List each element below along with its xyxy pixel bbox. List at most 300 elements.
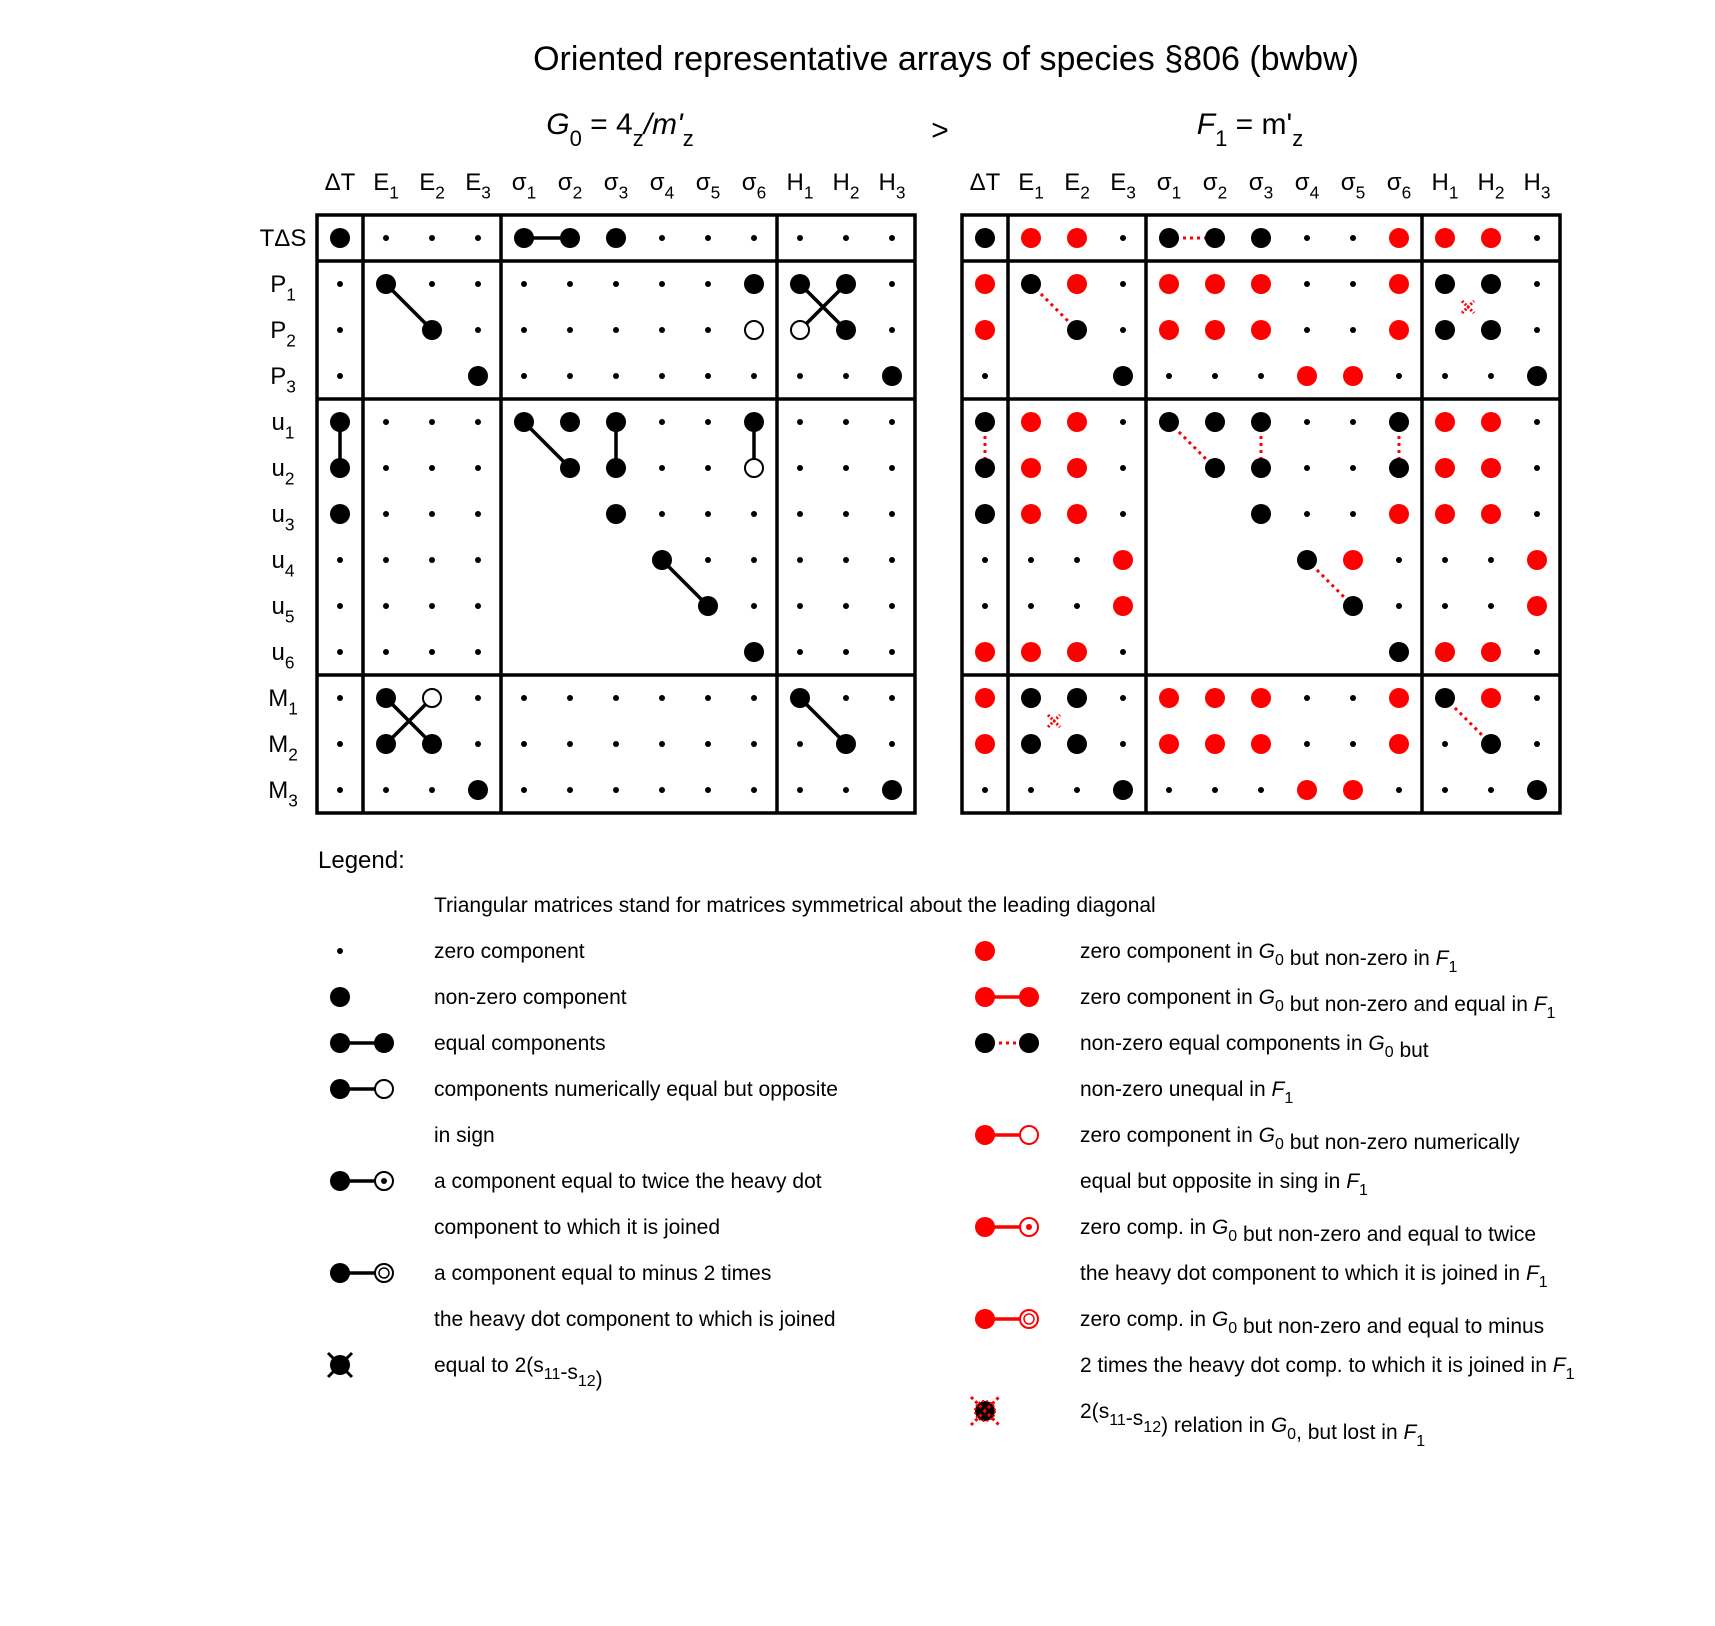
g0-col-3-base: E bbox=[465, 169, 482, 196]
legend-left-item-0-line-0-txt: zero component bbox=[434, 940, 585, 963]
g0-cell-r7-c10-zero-dot bbox=[797, 557, 803, 563]
g0-col-6 bbox=[604, 169, 628, 202]
g0-cell-r7-c9-zero-dot bbox=[751, 557, 757, 563]
f1-cell-r6-c0-heavy-dot bbox=[975, 504, 995, 524]
g0-cell-r6-c2-zero-dot bbox=[429, 511, 435, 517]
g0-cell-r7-c12-zero-dot bbox=[889, 557, 895, 563]
f1-matrix bbox=[962, 215, 1560, 813]
f1-cell-r4-c2-red-dot bbox=[1067, 412, 1087, 432]
legend-right-item-6-line-0-sub: 12 bbox=[1143, 1419, 1162, 1436]
legend-right-item-3-line-0-txt: zero component in bbox=[1080, 1124, 1259, 1147]
legend-left-item-2-dot bbox=[374, 1033, 394, 1053]
g0-cell-r1-c6-zero-dot bbox=[613, 281, 619, 287]
f1-cell-r2-c11-heavy-dot bbox=[1481, 320, 1501, 340]
legend-right-item-1-line-0-txt: zero component in bbox=[1080, 986, 1259, 1009]
g0-heading-sub2: z bbox=[632, 126, 644, 151]
f1-col-3 bbox=[1110, 169, 1136, 202]
f1-cell-r11-c7-zero-dot bbox=[1304, 741, 1310, 747]
g0-cell-r5-c2-zero-dot bbox=[429, 465, 435, 471]
g0-cell-r3-c0-zero-dot bbox=[337, 373, 343, 379]
f1-cell-r6-c9-red-dot bbox=[1389, 504, 1409, 524]
f1-cell-r9-c12-zero-dot bbox=[1534, 649, 1540, 655]
f1-cell-r8-c3-red-dot bbox=[1113, 596, 1133, 616]
f1-cell-r10-c10-heavy-dot bbox=[1435, 688, 1455, 708]
g0-cell-r12-c0-zero-dot bbox=[337, 787, 343, 793]
g0-cell-r5-c3-zero-dot bbox=[475, 465, 481, 471]
g0-heading-rest: /m' bbox=[643, 108, 683, 141]
g0-col-8-sub: 5 bbox=[710, 182, 721, 203]
g0-cell-r4-c5-heavy-dot bbox=[560, 412, 580, 432]
g0-cell-r11-c12-zero-dot bbox=[889, 741, 895, 747]
legend-right-item-3-ring bbox=[1020, 1126, 1038, 1144]
legend-right-item-3-line-1 bbox=[1080, 1170, 1368, 1199]
g0-cell-r8-c2-zero-dot bbox=[429, 603, 435, 609]
legend-right-item-1-dot bbox=[1019, 987, 1039, 1007]
g0-cell-r11-c5-zero-dot bbox=[567, 741, 573, 747]
diagram-title: Oriented representative arrays of species §806 (bwbw) bbox=[533, 40, 1359, 78]
g0-cell-r12-c5-zero-dot bbox=[567, 787, 573, 793]
legend-left-item-1-dot bbox=[330, 987, 350, 1007]
f1-cell-r4-c0-heavy-dot bbox=[975, 412, 995, 432]
legend-left-item-6-crossed-dot-icon bbox=[328, 1353, 352, 1377]
f1-col-6-base: σ bbox=[1248, 169, 1264, 196]
g0-col-2-base: E bbox=[419, 169, 436, 196]
g0-col-1-base: E bbox=[373, 169, 390, 196]
f1-cell-r9-c11-red-dot bbox=[1481, 642, 1501, 662]
g0-cell-r1-c8-zero-dot bbox=[705, 281, 711, 287]
g0-cell-r3-c8-zero-dot bbox=[705, 373, 711, 379]
f1-cell-r5-c5-heavy-dot bbox=[1205, 458, 1225, 478]
f1-cell-r11-c2-heavy-dot bbox=[1067, 734, 1087, 754]
f1-col-9-sub: 6 bbox=[1401, 182, 1412, 203]
f1-cell-r10-c5-red-dot bbox=[1205, 688, 1225, 708]
f1-cell-r11-c5-red-dot bbox=[1205, 734, 1225, 754]
f1-cell-r3-c12-heavy-dot bbox=[1527, 366, 1547, 386]
f1-cell-r1-c6-red-dot bbox=[1251, 274, 1271, 294]
f1-cell-r12-c10-zero-dot bbox=[1442, 787, 1448, 793]
legend-left-item-3-line-0 bbox=[434, 1078, 838, 1101]
f1-cell-r10-c6-red-dot bbox=[1251, 688, 1271, 708]
legend-left-item-0-line-0 bbox=[434, 940, 585, 963]
legend-left-item-2-dot-dot-solid-icon bbox=[330, 1033, 394, 1053]
f1-cell-r0-c6-heavy-dot bbox=[1251, 228, 1271, 248]
g0-cell-r0-c11-zero-dot bbox=[843, 235, 849, 241]
f1-connectors bbox=[985, 238, 1491, 744]
g0-cell-r1-c0-zero-dot bbox=[337, 281, 343, 287]
f1-col-3-base: E bbox=[1110, 169, 1127, 196]
legend-left-item-2-line-0 bbox=[434, 1032, 606, 1055]
f1-cell-r10-c8-zero-dot bbox=[1350, 695, 1356, 701]
g0-cell-r10-c7-zero-dot bbox=[659, 695, 665, 701]
g0-cell-r11-c9-zero-dot bbox=[751, 741, 757, 747]
g0-cell-r3-c6-zero-dot bbox=[613, 373, 619, 379]
g0-cell-r7-c3-zero-dot bbox=[475, 557, 481, 563]
legend-left-item-6-line-0-txt: - bbox=[560, 1361, 568, 1384]
f1-cell-r7-c2-zero-dot bbox=[1074, 557, 1080, 563]
f1-cell-r12-c0-zero-dot bbox=[982, 787, 988, 793]
f1-cell-r0-c3-zero-dot bbox=[1120, 235, 1126, 241]
g0-cell-r12-c4-zero-dot bbox=[521, 787, 527, 793]
f1-cell-r5-c1-red-dot bbox=[1021, 458, 1041, 478]
f1-col-4-base: σ bbox=[1156, 169, 1172, 196]
f1-cell-r5-c8-zero-dot bbox=[1350, 465, 1356, 471]
g0-cell-r5-c11-zero-dot bbox=[843, 465, 849, 471]
g0-cell-r1-c7-zero-dot bbox=[659, 281, 665, 287]
legend-left-item-2-line-0-txt: equal components bbox=[434, 1032, 606, 1055]
f1-cell-r5-c3-zero-dot bbox=[1120, 465, 1126, 471]
g0-cell-r12-c2-zero-dot bbox=[429, 787, 435, 793]
row-label-12-sub: 3 bbox=[288, 790, 298, 811]
f1-cell-r4-c11-red-dot bbox=[1481, 412, 1501, 432]
f1-col-12 bbox=[1524, 169, 1551, 202]
f1-cell-r6-c8-zero-dot bbox=[1350, 511, 1356, 517]
f1-cell-r10-c2-heavy-dot bbox=[1067, 688, 1087, 708]
f1-cell-r3-c10-zero-dot bbox=[1442, 373, 1448, 379]
f1-cell-r5-c6-heavy-dot bbox=[1251, 458, 1271, 478]
g0-cell-r3-c10-zero-dot bbox=[797, 373, 803, 379]
legend-left-item-3-line-1 bbox=[434, 1124, 495, 1147]
legend-left-item-5-line-1-txt: the heavy dot component to which is joined bbox=[434, 1308, 836, 1331]
g0-col-9-sub: 6 bbox=[756, 182, 767, 203]
legend-right-item-1-line-0-sub: 0 bbox=[1274, 998, 1284, 1015]
g0-heading bbox=[546, 108, 694, 151]
f1-cell-r9-c10-red-dot bbox=[1435, 642, 1455, 662]
row-label-11-sub: 2 bbox=[288, 744, 298, 765]
row-label-6-base: u bbox=[271, 501, 285, 528]
f1-col-2 bbox=[1064, 169, 1090, 202]
legend-left-item-6-line-0-txt: equal to 2( bbox=[434, 1354, 534, 1377]
legend-left-item-6-line-0-sub: 11 bbox=[543, 1366, 561, 1383]
legend-left-item-3-line-0-txt: components numerically equal but opposite bbox=[434, 1078, 838, 1101]
legend-right-item-4-line-0-txt: zero comp. in bbox=[1080, 1216, 1212, 1239]
legend-left-item-6-line-0-sym: s bbox=[567, 1361, 578, 1384]
legend-right-item-5-line-0-sym: G bbox=[1211, 1308, 1229, 1331]
f1-cell-r11-c0-red-dot bbox=[975, 734, 995, 754]
legend-right-item-6-line-0-sym: F bbox=[1403, 1421, 1417, 1444]
f1-cell-r4-c12-zero-dot bbox=[1534, 419, 1540, 425]
f1-cell-r4-c3-zero-dot bbox=[1120, 419, 1126, 425]
g0-cell-r6-c11-zero-dot bbox=[843, 511, 849, 517]
g0-cell-r3-c7-zero-dot bbox=[659, 373, 665, 379]
f1-col-2-base: E bbox=[1064, 169, 1081, 196]
g0-cell-r9-c10-zero-dot bbox=[797, 649, 803, 655]
f1-cell-r3-c9-zero-dot bbox=[1396, 373, 1402, 379]
matrices bbox=[260, 108, 1560, 813]
g0-cell-r5-c9-open-dot bbox=[745, 459, 763, 477]
f1-cell-r11-c10-zero-dot bbox=[1442, 741, 1448, 747]
legend-right-item-4-dot bbox=[975, 1217, 995, 1237]
f1-cell-r10-c1-heavy-dot bbox=[1021, 688, 1041, 708]
f1-col-8-base: σ bbox=[1340, 169, 1356, 196]
legend-right-item-3-line-1-sub: 1 bbox=[1359, 1182, 1368, 1199]
f1-cell-r9-c2-red-dot bbox=[1067, 642, 1087, 662]
legend-right-item-3-line-1-sym: F bbox=[1346, 1170, 1360, 1193]
comparison-symbol: > bbox=[931, 114, 949, 147]
f1-cell-r0-c4-heavy-dot bbox=[1159, 228, 1179, 248]
row-label-12-base: M bbox=[268, 777, 289, 804]
row-label-10-sub: 1 bbox=[288, 698, 298, 719]
row-label-9 bbox=[272, 639, 295, 672]
f1-cell-r6-c11-red-dot bbox=[1481, 504, 1501, 524]
legend-left-item-1-heavy-dot-icon bbox=[330, 987, 350, 1007]
legend-right-item-1-line-0 bbox=[1080, 986, 1556, 1022]
g0-cell-r1-c3-zero-dot bbox=[475, 281, 481, 287]
legend-left-item-4-dot-dotted-ring-icon bbox=[330, 1171, 393, 1191]
legend-right-item-5-line-0-txt: zero comp. in bbox=[1080, 1308, 1212, 1331]
g0-col-5 bbox=[558, 169, 582, 202]
f1-col-1-sub: 1 bbox=[1034, 182, 1044, 203]
g0-cell-r8-c11-zero-dot bbox=[843, 603, 849, 609]
g0-col-11 bbox=[833, 169, 860, 202]
f1-cell-r10-c11-red-dot bbox=[1481, 688, 1501, 708]
f1-cell-r9-c3-zero-dot bbox=[1120, 649, 1126, 655]
f1-cell-r6-c10-red-dot bbox=[1435, 504, 1455, 524]
legend-right-item-3-line-0-sub: 0 bbox=[1274, 1136, 1284, 1153]
f1-cell-r4-c8-zero-dot bbox=[1350, 419, 1356, 425]
f1-cell-r12-c5-zero-dot bbox=[1212, 787, 1218, 793]
f1-cell-r4-c5-heavy-dot bbox=[1205, 412, 1225, 432]
g0-cell-r6-c7-zero-dot bbox=[659, 511, 665, 517]
g0-cell-r2-c9-open-dot bbox=[745, 321, 763, 339]
row-label-6 bbox=[272, 501, 295, 534]
f1-cell-r12-c6-zero-dot bbox=[1258, 787, 1264, 793]
f1-col-1-base: E bbox=[1018, 169, 1035, 196]
f1-cell-r6-c1-red-dot bbox=[1021, 504, 1041, 524]
f1-cell-r0-c1-red-dot bbox=[1021, 228, 1041, 248]
legend-left-item-5-line-0-txt: a component equal to minus 2 times bbox=[434, 1262, 772, 1285]
legend-right-item-0-red-dot-icon bbox=[975, 941, 995, 961]
g0-cell-r10-c2-open-dot bbox=[423, 689, 441, 707]
f1-cell-r4-c6-heavy-dot bbox=[1251, 412, 1271, 432]
f1-cell-r10-c3-zero-dot bbox=[1120, 695, 1126, 701]
legend-note: Triangular matrices stand for matrices symmetrical about the leading diagonal bbox=[434, 894, 1156, 917]
g0-col-5-sub: 2 bbox=[572, 182, 583, 203]
g0-cell-r0-c9-zero-dot bbox=[751, 235, 757, 241]
g0-cell-r5-c8-zero-dot bbox=[705, 465, 711, 471]
f1-cell-r2-c0-red-dot bbox=[975, 320, 995, 340]
g0-cell-r5-c6-heavy-dot bbox=[606, 458, 626, 478]
g0-cell-r6-c12-zero-dot bbox=[889, 511, 895, 517]
legend-heading: Legend: bbox=[318, 847, 405, 874]
g0-cell-r10-c10-heavy-dot bbox=[790, 688, 810, 708]
g0-cell-r3-c12-heavy-dot bbox=[882, 366, 902, 386]
legend-right-item-5-line-1 bbox=[1080, 1354, 1575, 1383]
f1-cell-r10-c4-red-dot bbox=[1159, 688, 1179, 708]
f1-cell-r11-c6-red-dot bbox=[1251, 734, 1271, 754]
g0-col-10-base: H bbox=[786, 169, 804, 196]
legend bbox=[318, 847, 1575, 1450]
g0-col-2 bbox=[419, 169, 445, 202]
f1-cell-r2-c8-zero-dot bbox=[1350, 327, 1356, 333]
legend-right-item-4-line-1-sym: F bbox=[1525, 1262, 1539, 1285]
f1-cell-r1-c2-red-dot bbox=[1067, 274, 1087, 294]
f1-col-0 bbox=[970, 169, 1001, 196]
g0-col-12-base: H bbox=[878, 169, 896, 196]
f1-cell-r1-c9-red-dot bbox=[1389, 274, 1409, 294]
f1-cell-r10-c7-zero-dot bbox=[1304, 695, 1310, 701]
legend-right-item-1-line-0-sym: G bbox=[1258, 986, 1275, 1009]
g0-cell-r11-c10-zero-dot bbox=[797, 741, 803, 747]
f1-col-4 bbox=[1157, 169, 1181, 202]
legend-left-item-1-line-0-txt: non-zero component bbox=[434, 986, 627, 1009]
row-label-1 bbox=[270, 271, 296, 304]
legend-right-item-2-dot bbox=[1019, 1033, 1039, 1053]
row-label-7-base: u bbox=[271, 547, 285, 574]
f1-cell-r7-c12-red-dot bbox=[1527, 550, 1547, 570]
row-label-4-base: u bbox=[271, 409, 285, 436]
f1-cell-r5-c0-heavy-dot bbox=[975, 458, 995, 478]
f1-cell-r12-c1-zero-dot bbox=[1028, 787, 1034, 793]
legend-right-item-0-line-0-sym: F bbox=[1435, 947, 1449, 970]
g0-cell-r3-c9-zero-dot bbox=[751, 373, 757, 379]
g0-cell-r6-c10-zero-dot bbox=[797, 511, 803, 517]
f1-cell-r7-c10-zero-dot bbox=[1442, 557, 1448, 563]
legend-right-item-4-red-dotted-ring-icon bbox=[975, 1217, 1038, 1237]
f1-cell-r1-c3-zero-dot bbox=[1120, 281, 1126, 287]
g0-cell-r7-c2-zero-dot bbox=[429, 557, 435, 563]
f1-cell-r5-c11-red-dot bbox=[1481, 458, 1501, 478]
g0-cell-r6-c8-zero-dot bbox=[705, 511, 711, 517]
legend-right-item-4-line-0 bbox=[1080, 1216, 1536, 1246]
g0-col-10 bbox=[787, 169, 814, 202]
g0-cell-r12-c1-zero-dot bbox=[383, 787, 389, 793]
g0-cell-r0-c2-zero-dot bbox=[429, 235, 435, 241]
g0-cell-r4-c6-heavy-dot bbox=[606, 412, 626, 432]
g0-cell-r5-c10-zero-dot bbox=[797, 465, 803, 471]
f1-col-7-base: σ bbox=[1294, 169, 1310, 196]
row-label-9-base: u bbox=[271, 639, 285, 666]
g0-cell-r8-c12-zero-dot bbox=[889, 603, 895, 609]
g0-cell-r8-c1-zero-dot bbox=[383, 603, 389, 609]
f1-col-9 bbox=[1387, 169, 1411, 202]
row-label-8 bbox=[272, 593, 295, 626]
g0-cell-r8-c10-zero-dot bbox=[797, 603, 803, 609]
g0-cell-r2-c7-zero-dot bbox=[659, 327, 665, 333]
legend-left-item-5-dot-double-ring-icon bbox=[330, 1263, 393, 1283]
g0-cell-r0-c5-heavy-dot bbox=[560, 228, 580, 248]
legend-right-item-2-line-0 bbox=[1080, 1032, 1429, 1062]
f1-heading-sub2: z bbox=[1292, 126, 1304, 151]
legend-left-item-4-line-0-txt: a component equal to twice the heavy dot bbox=[434, 1170, 822, 1193]
g0-cell-r4-c11-zero-dot bbox=[843, 419, 849, 425]
f1-cell-r0-c2-red-dot bbox=[1067, 228, 1087, 248]
legend-right-item-2-line-1-sub: 1 bbox=[1284, 1090, 1294, 1107]
g0-col-10-sub: 1 bbox=[803, 182, 814, 203]
g0-col-7-base: σ bbox=[649, 169, 665, 196]
g0-cell-r8-c8-heavy-dot bbox=[698, 596, 718, 616]
g0-cell-r2-c3-zero-dot bbox=[475, 327, 481, 333]
legend-right-item-4-line-1 bbox=[1080, 1262, 1548, 1291]
legend-right-item-5-line-1-txt: 2 times the heavy dot comp. to which it is joined in bbox=[1080, 1354, 1553, 1377]
legend-right-item-6-line-0-txt: - bbox=[1125, 1407, 1133, 1430]
legend-right-item-3-line-1-txt: equal but opposite in sing in bbox=[1080, 1170, 1347, 1193]
g0-cell-r2-c10-open-dot bbox=[791, 321, 809, 339]
f1-cell-r12-c2-zero-dot bbox=[1074, 787, 1080, 793]
g0-cell-r1-c5-zero-dot bbox=[567, 281, 573, 287]
g0-cell-r11-c8-zero-dot bbox=[705, 741, 711, 747]
legend-right-item-2-black-dotted-black-icon bbox=[975, 1033, 1039, 1053]
f1-col-4-sub: 1 bbox=[1171, 182, 1182, 203]
f1-cell-r0-c8-zero-dot bbox=[1350, 235, 1356, 241]
f1-col-9-base: σ bbox=[1386, 169, 1402, 196]
legend-right-item-5-line-1-sub: 1 bbox=[1565, 1366, 1575, 1383]
legend-right-item-0-line-0-sym: G bbox=[1258, 940, 1275, 963]
g0-cell-r4-c2-zero-dot bbox=[429, 419, 435, 425]
f1-cell-r1-c11-heavy-dot bbox=[1481, 274, 1501, 294]
f1-cell-r1-c5-red-dot bbox=[1205, 274, 1225, 294]
f1-col-10 bbox=[1432, 169, 1459, 202]
g0-cell-r2-c5-zero-dot bbox=[567, 327, 573, 333]
legend-right-item-0-line-0-sub: 1 bbox=[1448, 959, 1458, 976]
legend-right-item-2-line-0-sub: 0 bbox=[1384, 1044, 1394, 1061]
g0-cell-r10-c6-zero-dot bbox=[613, 695, 619, 701]
legend-left-item-3-dot bbox=[330, 1079, 350, 1099]
f1-cell-r10-c9-red-dot bbox=[1389, 688, 1409, 708]
f1-cell-r2-c9-red-dot bbox=[1389, 320, 1409, 340]
legend-right-item-1-dot bbox=[975, 987, 995, 1007]
f1-cell-r0-c10-red-dot bbox=[1435, 228, 1455, 248]
row-label-0 bbox=[260, 225, 307, 252]
f1-heading-sub: 1 bbox=[1215, 126, 1228, 151]
g0-col-5-base: σ bbox=[557, 169, 573, 196]
g0-cell-r5-c7-zero-dot bbox=[659, 465, 665, 471]
g0-col-11-base: H bbox=[832, 169, 850, 196]
g0-col-6-base: σ bbox=[603, 169, 619, 196]
g0-cell-r4-c3-zero-dot bbox=[475, 419, 481, 425]
f1-lost-cross-0-stroke-1 bbox=[1462, 301, 1474, 313]
f1-col-12-sub: 3 bbox=[1540, 182, 1551, 203]
f1-cell-r3-c4-zero-dot bbox=[1166, 373, 1172, 379]
f1-cell-r5-c2-red-dot bbox=[1067, 458, 1087, 478]
f1-col-6-sub: 3 bbox=[1263, 182, 1274, 203]
f1-cell-r4-c1-red-dot bbox=[1021, 412, 1041, 432]
g0-cell-r10-c4-zero-dot bbox=[521, 695, 527, 701]
f1-col-0-base: ΔT bbox=[969, 169, 1001, 196]
legend-right-item-5-line-1-sym: F bbox=[1552, 1354, 1566, 1377]
g0-cell-r9-c3-zero-dot bbox=[475, 649, 481, 655]
legend-right-item-6-line-0-txt: ) relation in bbox=[1161, 1414, 1271, 1437]
f1-cell-r12-c4-zero-dot bbox=[1166, 787, 1172, 793]
row-label-0-base: TΔS bbox=[259, 225, 307, 252]
g0-cell-r6-c1-zero-dot bbox=[383, 511, 389, 517]
g0-cell-r7-c7-heavy-dot bbox=[652, 550, 672, 570]
legend-right-item-0-dot bbox=[975, 941, 995, 961]
legend-right-item-0-line-0-txt: but non-zero in bbox=[1283, 947, 1436, 970]
legend-left-item-3-ring bbox=[375, 1080, 393, 1098]
g0-cell-r1-c11-heavy-dot bbox=[836, 274, 856, 294]
f1-cell-r5-c9-heavy-dot bbox=[1389, 458, 1409, 478]
f1-cell-r1-c4-red-dot bbox=[1159, 274, 1179, 294]
f1-cell-r11-c12-zero-dot bbox=[1534, 741, 1540, 747]
f1-col-11-sub: 2 bbox=[1494, 182, 1505, 203]
f1-cell-r2-c3-zero-dot bbox=[1120, 327, 1126, 333]
row-label-10 bbox=[268, 685, 298, 718]
legend-right-item-6-line-0-sub: 1 bbox=[1416, 1433, 1426, 1450]
f1-cell-r12-c7-red-dot bbox=[1297, 780, 1317, 800]
f1-cell-r12-c8-red-dot bbox=[1343, 780, 1363, 800]
f1-heading bbox=[1197, 108, 1304, 151]
g0-heading-sub3: z bbox=[682, 126, 694, 151]
f1-cell-r3-c5-zero-dot bbox=[1212, 373, 1218, 379]
g0-cell-r7-c11-zero-dot bbox=[843, 557, 849, 563]
row-label-4-sub: 1 bbox=[284, 422, 295, 443]
g0-cell-r12-c8-zero-dot bbox=[705, 787, 711, 793]
f1-cell-r2-c2-heavy-dot bbox=[1067, 320, 1087, 340]
g0-cell-r2-c4-zero-dot bbox=[521, 327, 527, 333]
legend-right-item-4-center bbox=[1026, 1224, 1032, 1230]
g0-col-0 bbox=[325, 169, 356, 196]
row-label-6-sub: 3 bbox=[284, 514, 295, 535]
